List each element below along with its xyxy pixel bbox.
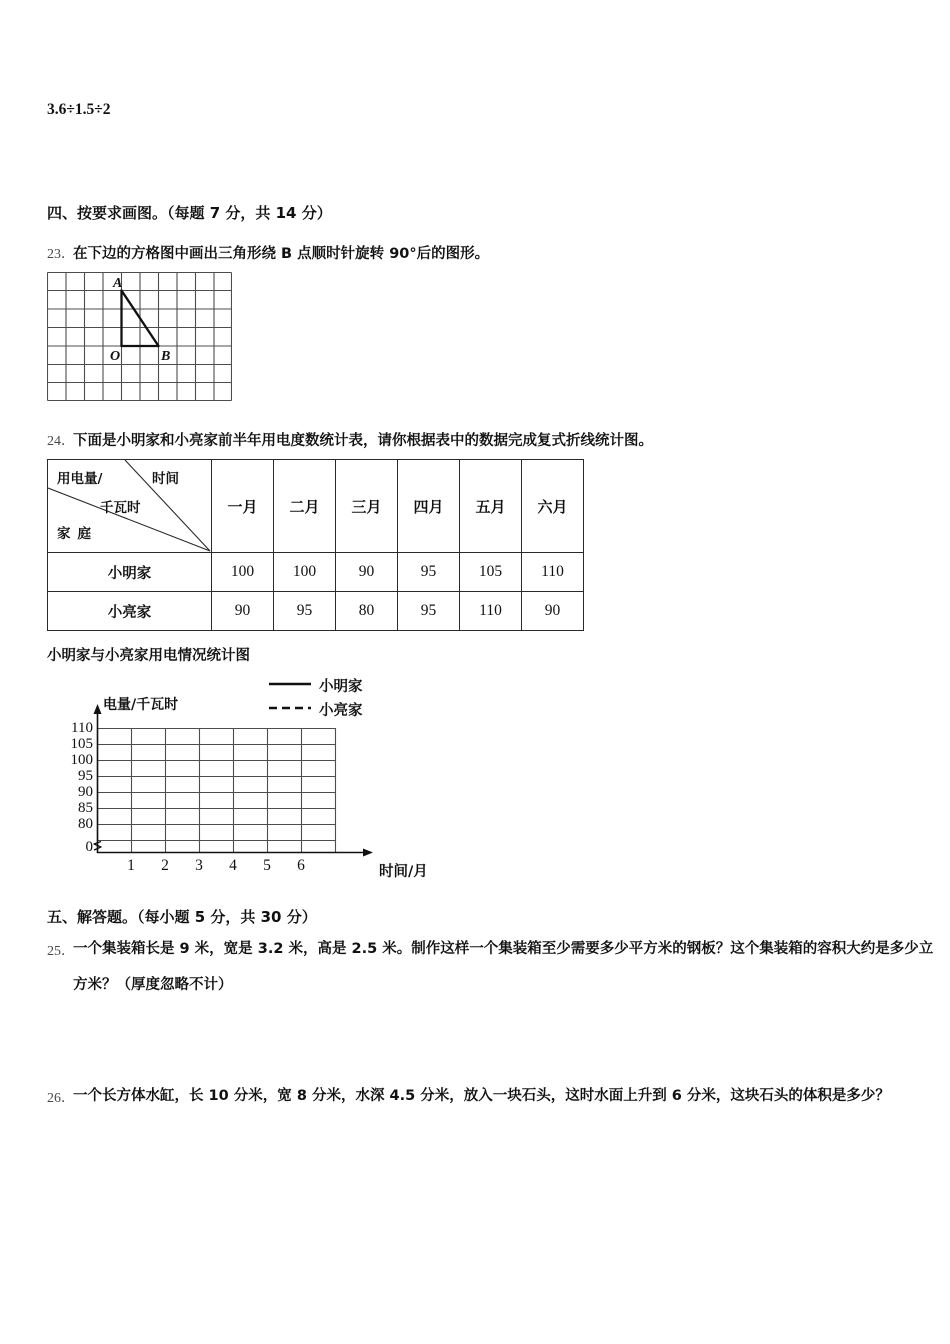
- table-cell: 110: [460, 592, 522, 631]
- table-cell: 90: [212, 592, 274, 631]
- square-grid-figure: [47, 272, 232, 401]
- x-tick-label: 6: [297, 857, 305, 874]
- table-cell: 95: [398, 592, 460, 631]
- y-tick-label: 110: [71, 720, 93, 736]
- y-tick-label: 85: [78, 800, 93, 816]
- y-tick-label-origin: 0: [85, 839, 93, 855]
- corner-label-unit: 千瓦时: [100, 500, 141, 516]
- electricity-stats-table: [47, 459, 584, 631]
- chart-y-axis-label: 电量/千瓦时: [103, 697, 179, 713]
- table-col-header-6: 六月: [522, 460, 584, 553]
- vertex-label-a: A: [113, 276, 123, 291]
- table-cell: 90: [336, 553, 398, 592]
- table-col-header-3: 三月: [336, 460, 398, 553]
- question-number-23: 23．: [47, 247, 75, 262]
- y-tick-label: 105: [70, 736, 93, 752]
- vertex-label-b: B: [161, 349, 171, 364]
- question-number-24: 24．: [47, 434, 75, 449]
- vertex-label-o: O: [110, 349, 121, 364]
- x-axis-arrow-icon: [363, 849, 373, 857]
- table-cell: 80: [336, 592, 398, 631]
- expression-line: 3.6÷1.5÷2: [47, 101, 111, 118]
- table-cell: 100: [274, 553, 336, 592]
- table-cell: 105: [460, 553, 522, 592]
- legend-label-xiaoliang: 小亮家: [319, 703, 363, 719]
- corner-label-time: 时间: [152, 471, 179, 487]
- y-tick-label: 80: [78, 816, 93, 832]
- table-col-header-1: 一月: [212, 460, 274, 553]
- table-cell: 100: [212, 553, 274, 592]
- section-heading-five: 五、解答题。（每小题 5 分，共 30 分）: [47, 908, 317, 926]
- table-col-header-5: 五月: [460, 460, 522, 553]
- grid-svg: [47, 272, 232, 401]
- table-header-row: [48, 460, 584, 553]
- table-cell: 110: [522, 553, 584, 592]
- question-number-26: 26．: [47, 1091, 75, 1106]
- table-corner-cell: [48, 460, 212, 553]
- question-text-25: 一个集装箱长是 9 米，宽是 3.2 米，高是 2.5 米。制作这样一个集装箱至少需要多少平方米的钢板？这个集装箱的容积大约是多少立方米？（厚度忽略不计）: [73, 941, 934, 993]
- table-col-header-4: 四月: [398, 460, 460, 553]
- table-row: [48, 553, 584, 592]
- axis-break-icon: [94, 842, 101, 851]
- chart-x-axis-label: 时间/月: [379, 864, 428, 880]
- table-cell: 90: [522, 592, 584, 631]
- grid-lines: [48, 273, 232, 401]
- table-row-label-xiaoming: 小明家: [48, 553, 212, 592]
- chart-gridlines: [97, 728, 336, 853]
- table-row-label-xiaoliang: 小亮家: [48, 592, 212, 631]
- x-tick-label: 4: [229, 857, 237, 874]
- corner-label-family: 家庭: [57, 526, 98, 542]
- y-tick-label: 90: [78, 784, 93, 800]
- table-cell: 95: [274, 592, 336, 631]
- question-number-25: 25．: [47, 944, 75, 959]
- legend-label-xiaoming: 小明家: [319, 679, 363, 695]
- table-cell: 95: [398, 553, 460, 592]
- y-tick-label: 95: [78, 768, 93, 784]
- x-tick-label: 3: [195, 857, 203, 874]
- x-tick-label: 1: [127, 857, 135, 874]
- corner-label-usage: 用电量/: [57, 471, 103, 487]
- question-text-26: 一个长方体水缸，长 10 分米，宽 8 分米，水深 4.5 分米，放入一块石头，这时水面上升到 6 分米，这块石头的体积是多少？: [73, 1088, 890, 1104]
- y-tick-label: 100: [70, 752, 93, 768]
- question-text-23: 在下边的方格图中画出三角形绕 B 点顺时针旋转 90°后的图形。: [73, 246, 490, 262]
- question-text-24: 下面是小明家和小亮家前半年用电度数统计表，请你根据表中的数据完成复式折线统计图。: [73, 433, 653, 449]
- y-axis-arrow-icon: [94, 704, 102, 714]
- table-row: [48, 592, 584, 631]
- table-col-header-2: 二月: [274, 460, 336, 553]
- chart-title: 小明家与小亮家用电情况统计图: [47, 648, 250, 664]
- line-chart-figure: [47, 672, 507, 897]
- x-tick-label: 2: [161, 857, 169, 874]
- x-tick-label: 5: [263, 857, 271, 874]
- section-heading-four: 四、按要求画图。（每题 7 分，共 14 分）: [47, 204, 332, 222]
